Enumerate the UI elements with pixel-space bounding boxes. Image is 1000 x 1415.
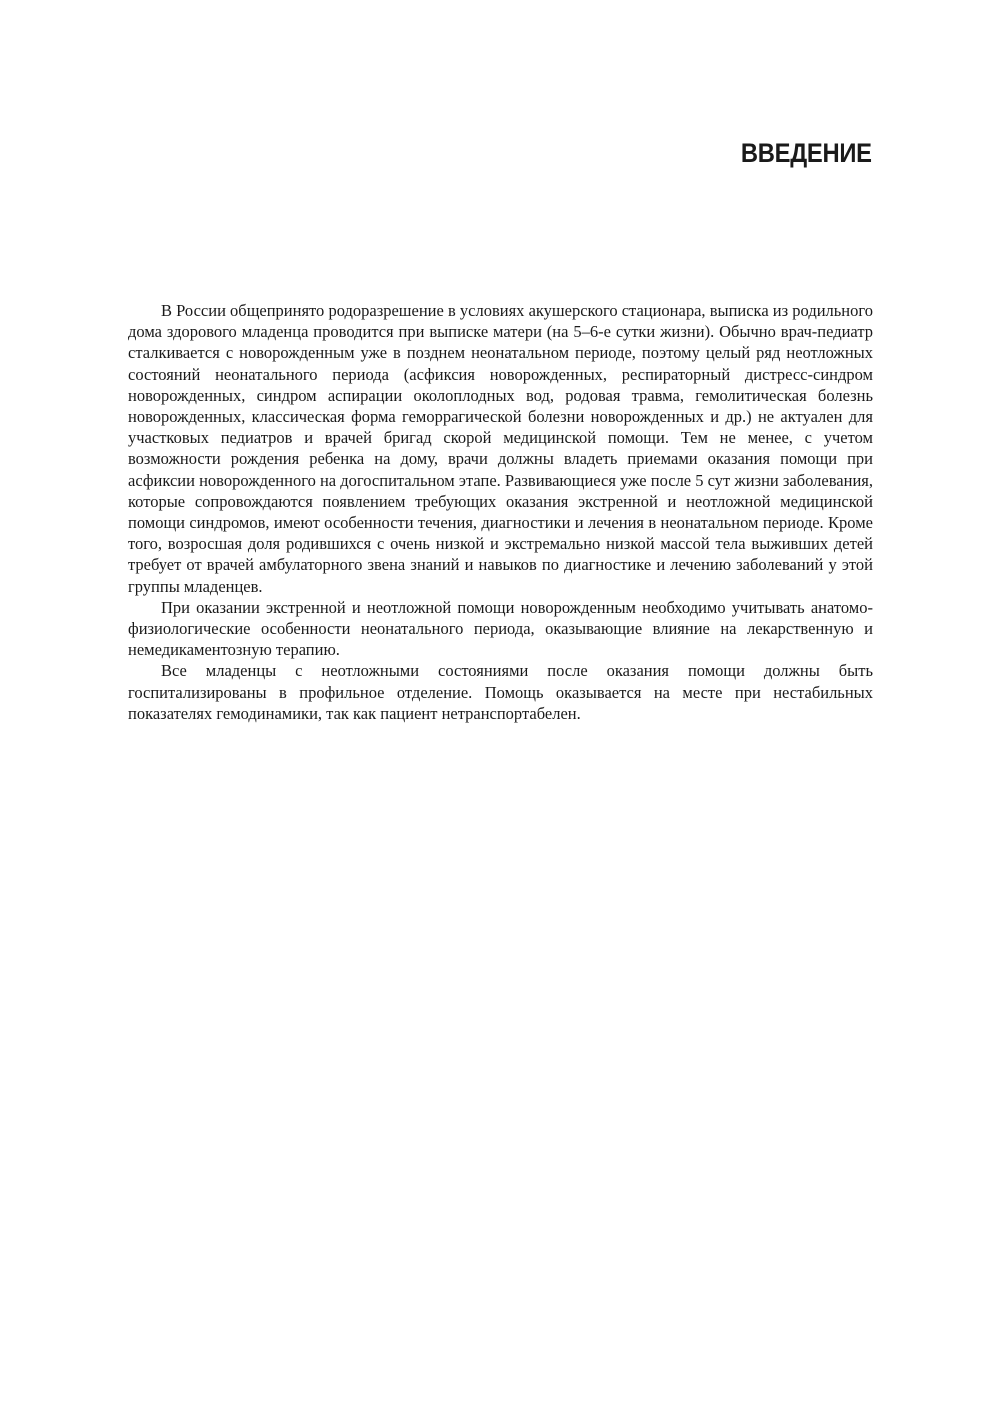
paragraph: В России общепринято родоразрешение в условиях акушерского стационара, выписка из родильного дома здорового младенца проводится при выписке матери (на 5–6-е сутки жизни). Обычно врач-педиатр сталкивается с новорожденным уже в позднем неонатальном периоде, поэтому целый ряд неотложных состояний неонатального периода (асфиксия новорожденных, респираторный дистресс-синдром новорожденных, синдром аспирации околоплодных вод, родовая травма, гемолитическая болезнь новорожденных, классическая форма геморрагической болезни новорожденных и др.) не актуален для участковых педиатров и врачей бригад скорой медицинской помощи. Тем не менее, с учетом возможности рождения ребенка на дому, врачи должны владеть приемами оказания помощи при асфиксии новорожденного на догоспитальном этапе. Развивающиеся уже после 5 сут жизни заболевания, которые сопровождаются появлением требующих оказания экстренной и неотложной медицинской помощи синдромов, имеют особенности течения, диагностики и лечения в неонатальном периоде. Кроме того, возросшая доля родившихся с очень низкой и экстремально низкой массой тела выживших детей требует от врачей амбулаторного звена знаний и навыков по диагностике и лечению заболеваний у этой группы младенцев.: [128, 301, 873, 596]
body-text: [128, 300, 873, 724]
paragraph: Все младенцы с неотложными состояниями после оказания помощи должны быть госпитализированы в профильное отделение. Помощь оказывается на месте при нестабильных показателях гемодинамики, так как пациент нетранспортабелен.: [128, 661, 873, 723]
paragraph: При оказании экстренной и неотложной помощи новорожденным необходимо учитывать анатомо-физиологические особенности неонатального периода, оказывающие влияние на лекарственную и немедикаментозную терапию.: [128, 597, 873, 660]
page-title: ВВЕДЕНИЕ: [741, 138, 872, 168]
